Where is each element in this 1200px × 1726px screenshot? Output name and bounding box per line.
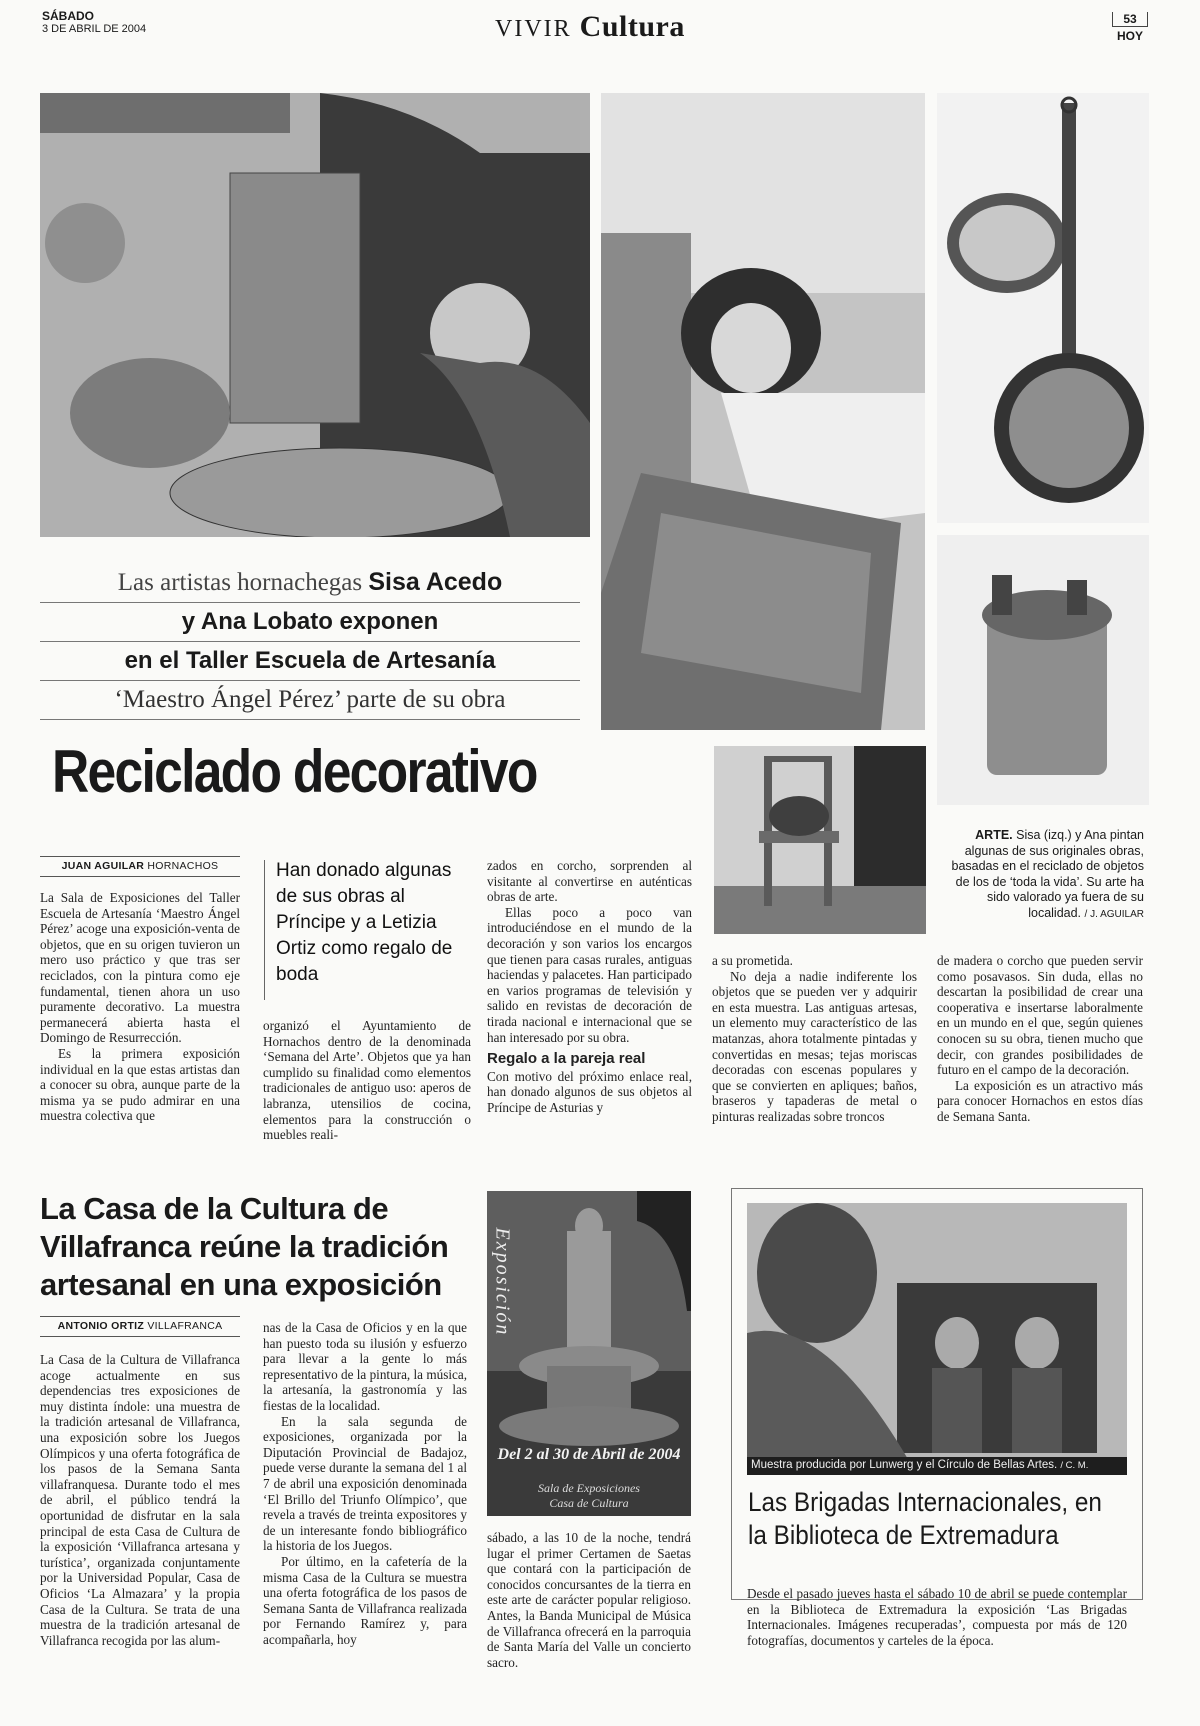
kicker-line-4: ‘Maestro Ángel Pérez’ parte de su obra xyxy=(40,681,580,720)
caption-text: Sisa (izq.) y Ana pintan algunas de sus originales obras, basadas en el reciclado de objetos de los de ‘toda la vida’. Su arte ha sido valorado ya fuera de su localidad. xyxy=(951,828,1144,920)
second-byline xyxy=(40,1320,240,1332)
byline-rule-top xyxy=(40,856,240,857)
photo-ana-painting-image xyxy=(601,93,925,730)
main-col1-p1: La Sala de Exposiciones del Taller Escuela de Artesanía ‘Maestro Ángel Pérez’ acoge una exposición-venta de objetos, que en su origen tuvieron un mero uso práctico y que tras ser reciclados, con la pintura como eje fundamental, tienen ahora un uso puramente decorativo. La muestra permanecerá abierta hasta el Domingo de Resurrección. xyxy=(40,890,240,1046)
photo-painted-chair xyxy=(714,746,926,934)
kicker-line-1 xyxy=(40,563,580,603)
second-col-1 xyxy=(40,1352,240,1648)
poster-vertical-text: Exposición xyxy=(491,1227,514,1337)
poster-place-2: Casa de Cultura xyxy=(549,1496,629,1510)
brigadas-photo-caption-bar xyxy=(747,1457,1127,1475)
main-col4-p2: No deja a nadie indiferente los objetos que se pueden ver y adquirir en esta muestra. Las antiguas artesas, un elemento muy característico de las matanzas, ahora totalmente pintadas y convertidas en mesas; tejas moriscas decoradas con escenas populares y que se convierten en apliques; baños, braseros y tapaderas de metal o pinturas realizadas sobre troncos xyxy=(712,968,917,1124)
main-col2-p1: organizó el Ayuntamiento de Hornachos dentro de la denominada ‘Semana del Arte’. Objetos que ya han cumplido su finalidad como elementos tradicionales de antiguo uso: aperos de labranza, utensilios de cocina, elementos para la construcción o muebles reali- xyxy=(263,1018,471,1143)
kicker-line-3: en el Taller Escuela de Artesanía xyxy=(40,642,580,681)
main-col4-p1: a su prometida. xyxy=(712,953,793,968)
photo-sisa-painting xyxy=(40,93,590,537)
brigadas-photo-credit: / C. M. xyxy=(1060,1460,1089,1471)
second-col3-text: sábado, a las 10 de la noche, tendrá lugar el primer Certamen de Saetas que contará con la participación de conocidos concursantes de la tierra en este arte de carácter popular religioso. Antes, la Banda Municipal de Música de Villafranca ofrecerá en la parroquia de Santa María del Valle un concierto sacro. xyxy=(487,1530,691,1670)
second-col2-p2: En la sala segunda de exposiciones, organizada por la Diputación Provincial de Badajoz, puede verse durante la semana del 1 al 7 de abril una exposición denominada ‘El Brillo del Triunfo Olímpico’, que revela a través de treinta expositores y de un interesante fondo bibliográfico la historia de los Juegos. xyxy=(263,1413,467,1554)
main-col-2 xyxy=(263,1018,471,1143)
main-subhead: Regalo a la pareja real xyxy=(487,1050,646,1068)
main-kicker xyxy=(40,563,580,720)
main-col3-p1: zados en corcho, sorprenden al visitante al convertirse en auténticas obras de arte. xyxy=(487,858,692,905)
main-col-4 xyxy=(712,953,917,1125)
main-col3-p3: Con motivo del próximo enlace real, han donado algunos de sus objetos al Príncipe de Asturias y xyxy=(487,1068,692,1115)
poster-image xyxy=(487,1191,691,1516)
main-byline xyxy=(40,860,240,872)
section-title xyxy=(495,10,685,44)
photo-sisa-painting-image xyxy=(40,93,590,537)
caption-label: ARTE. xyxy=(975,828,1013,842)
page-number: 53 xyxy=(1112,12,1148,27)
byline-rule-bottom xyxy=(40,876,240,877)
photo-painted-pan xyxy=(937,93,1149,523)
photo-caption xyxy=(938,828,1144,922)
header-date: 3 DE ABRIL DE 2004 xyxy=(42,23,147,35)
section-name: Cultura xyxy=(579,10,685,43)
second-headline: La Casa de la Cultura de Villafranca reúne la tradición artesanal en una exposición xyxy=(40,1191,449,1302)
main-col-3 xyxy=(487,858,692,1116)
brigadas-photo-caption: Muestra producida por Lunwerg y el Círculo de Bellas Artes. xyxy=(751,1459,1058,1471)
main-col-5 xyxy=(937,953,1143,1125)
brigadas-headline: Las Brigadas Internacionales, en la Biblioteca de Extremadura xyxy=(748,1487,1102,1550)
header-day: SÁBADO xyxy=(42,9,95,23)
poster-date: Del 2 al 30 de Abril de 2004 xyxy=(497,1446,681,1463)
page-number-block xyxy=(1112,12,1148,43)
kicker-line-1b: Sisa Acedo xyxy=(368,568,503,596)
kicker-line-1a: Las artistas hornachegas xyxy=(117,569,363,596)
second-col1-text: La Casa de la Cultura de Villafranca acoge actualmente en sus dependencias tres exposiciones de muy distinta índole: una muestra de la tradición artesanal de Villafranca, una exposición sobre los Juegos Olímpicos y una oferta fotográfica de los pasos de la Semana Santa villafranquesa. Durante todo el mes de abril, el público tendrá la oportunidad de disfrutar en la sala principal de esta Casa de Cultura de la exposición ‘Villafranca artesana y turística’, organizada conjuntamente por la Universidad Popular, Casa de Oficios ‘La Almazara’ y la propia Casa de la Cultura. Se trata de una muestra de la tradición artesanal de Villafranca recogida por las alum- xyxy=(40,1352,240,1648)
main-col1-p2: Es la primera exposición individual en la que estas artistas dan a conocer su obra, aunque parte de la misma ya se pudo admirar en una muestra colectiva que xyxy=(40,1045,240,1124)
caption-credit: / J. AGUILAR xyxy=(1084,908,1144,920)
main-col3-p2: Ellas poco a poco van introduciéndose en el mundo de la decoración y son varios los encargos que tienen para casas rurales, antiguas haciendas y palacetes. Han participado en varios programas de televisión y salido en revistas de decoración de tirada nacional e internacional que se han interesado por su obra. xyxy=(487,904,692,1045)
byline-place: HORNACHOS xyxy=(147,860,219,872)
byline-author: JUAN AGUILAR xyxy=(61,860,145,872)
pullquote-side-rule xyxy=(264,860,265,1000)
main-col-1 xyxy=(40,890,240,1124)
brigadas-photo xyxy=(747,1203,1127,1475)
second-col2-p1: nas de la Casa de Oficios y en la que han puesto toda su ilusión y esfuerzo para llevar a la gente lo más representativo de la pintura, la música, la artesanía, la gastronomía y las fiestas de la localidad. xyxy=(263,1320,467,1413)
main-col5-p1: de madera o corcho que pueden servir como posavasos. Sin duda, ellas no descartan la posibilidad de crear una cooperativa e insertarse laboralmente en un mundo en el que, según quienes conocen su su obra, tienen mucho que decir, con grandes posibilidades de futuro en el campo de la decoración. xyxy=(937,953,1143,1078)
second-byline-author: ANTONIO ORTIZ xyxy=(57,1320,145,1332)
poster-fountain-image xyxy=(487,1191,691,1516)
pullquote: Han donado algunas de sus obras al Príncipe y a Letizia Ortiz como regalo de boda xyxy=(276,860,453,985)
brigadas-body-text: Desde el pasado jueves hasta el sábado 10 de abril se puede contemplar en la Biblioteca de Extremadura la exposición ‘Las Brigadas Internacionales. Imágenes recuperadas’, compuesta por más de 120 fotografías, documentos y carteles de la época. xyxy=(747,1586,1127,1648)
brigadas-body xyxy=(747,1586,1127,1648)
second-byline-rule-bottom xyxy=(40,1336,240,1337)
photo-ana-painting xyxy=(601,93,925,730)
second-byline-place: VILLAFRANCA xyxy=(147,1320,223,1332)
section-prefix: VIVIR xyxy=(495,16,572,42)
second-col2-p3: Por último, en la cafetería de la misma Casa de la Cultura se muestra una oferta fotográfica de los pasos de Semana Santa de Villafranca realizada por Fernando Ramírez y, para acompañarla, hoy xyxy=(263,1553,467,1647)
brigadas-photo-image xyxy=(747,1203,1127,1475)
header-date-block xyxy=(42,10,146,36)
main-headline: Reciclado decorativo xyxy=(52,738,537,805)
photo-painted-pot xyxy=(937,535,1149,805)
paper-name: HOY xyxy=(1116,29,1143,43)
poster-place-1: Sala de Exposiciones xyxy=(538,1481,640,1495)
main-col5-p2: La exposición es un atractivo más para conocer Hornachos en estos días de Semana Santa. xyxy=(937,1077,1143,1124)
second-byline-rule-top xyxy=(40,1316,240,1317)
photo-painted-pan-image xyxy=(937,93,1149,523)
second-col-3 xyxy=(487,1530,691,1670)
kicker-line-2: y Ana Lobato exponen xyxy=(40,603,580,642)
photo-painted-pot-image xyxy=(937,535,1149,805)
second-col-2 xyxy=(263,1320,467,1647)
photo-painted-chair-image xyxy=(714,746,926,934)
